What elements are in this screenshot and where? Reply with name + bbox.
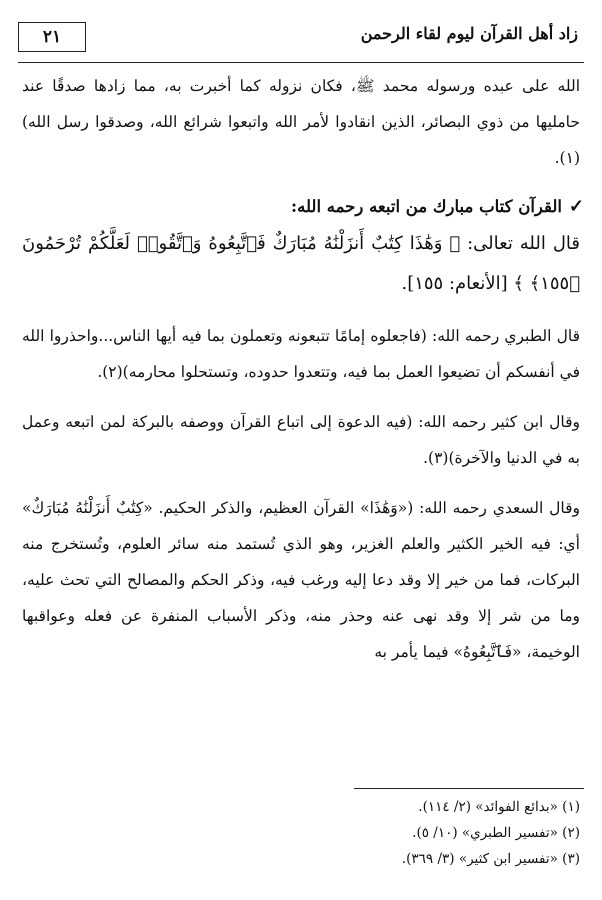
saadi-quote-paragraph: وقال السعدي رحمه الله: («وَهَٰذَا» القرآن العظيم، والذكر الحكيم. «كِتَٰبٌ أَنزَلْنَٰهُ مُبَارَكٌ» أي: فيه الخير الكثير والعلم الغزير، وهو الذي تُستمد منه سائر العلوم، وتُستخرج منه البركات، فما من خير إلا وقد دعا إليه ورغب فيه، وذكر الحكم والمصالح التي تحث عليه، وما من شر إلا وقد نهى عنه وحذر منه، وذكر الأسباب المنفرة عن فعله وعواقبها الوخيمة، «فَٱتَّبِعُوهُ» فيما يأمر به [22, 499, 580, 661]
running-title: زاد أهل القرآن ليوم لقاء الرحمن [360, 24, 578, 43]
page-header [18, 22, 584, 52]
page-number: ٢١ [42, 27, 62, 47]
footnote-3: (٣) «تفسير ابن كثير» (٣/ ٣٦٩). [401, 851, 580, 867]
page-number-box [18, 22, 86, 52]
check-mark-icon: ✓ [568, 196, 584, 217]
footnotes [402, 794, 580, 872]
page-body [22, 68, 584, 670]
footnote-2: (٢) «تفسير الطبري» (١٠/ ٥). [412, 825, 580, 841]
tabari-quote-paragraph: قال الطبري رحمه الله: (فاجعلوه إمامًا تتبعونه وتعملون بما فيه أيها الناس...واحذروا الله في أنفسكم أن تضيعوا العمل بما فيه، وتتعدوا حدوده، وتستحلوا محارمه)(٢). [22, 327, 580, 381]
section-heading [22, 190, 584, 224]
footnote-rule [354, 788, 584, 789]
footnote-1: (١) «بدائع الفوائد» (٢/ ١١٤). [418, 799, 580, 815]
quran-verse-paragraph: قال الله تعالى: ﴿ وَهَٰذَا كِتَٰبٌ أَنزَلْنَٰهُ مُبَارَكٌ فَٱتَّبِعُوهُ وَٱتَّقُوا۟ لَعَلَّكُمْ تُرْحَمُونَ ﴿١٥٥﴾ ﴾ [الأنعام: ١٥٥]. [22, 233, 580, 294]
paragraph-continuation: الله على عبده ورسوله محمد ﷺ، فكان نزوله كما أخبرت به، مما زادها صدقًا عند حامليها من ذوي البصائر، الذين انقادوا لأمر الله واتبعوا شرائع الله، وصدقوا رسل الله)(١). [22, 77, 580, 167]
ibn-kathir-quote-paragraph: وقال ابن كثير رحمه الله: (فيه الدعوة إلى اتباع القرآن ووصفه بالبركة لمن اتبعه وعمل به في الدنيا والآخرة)(٣). [22, 413, 580, 467]
section-heading-text: القرآن كتاب مبارك من اتبعه رحمه الله: [291, 197, 562, 216]
header-rule [18, 62, 584, 63]
